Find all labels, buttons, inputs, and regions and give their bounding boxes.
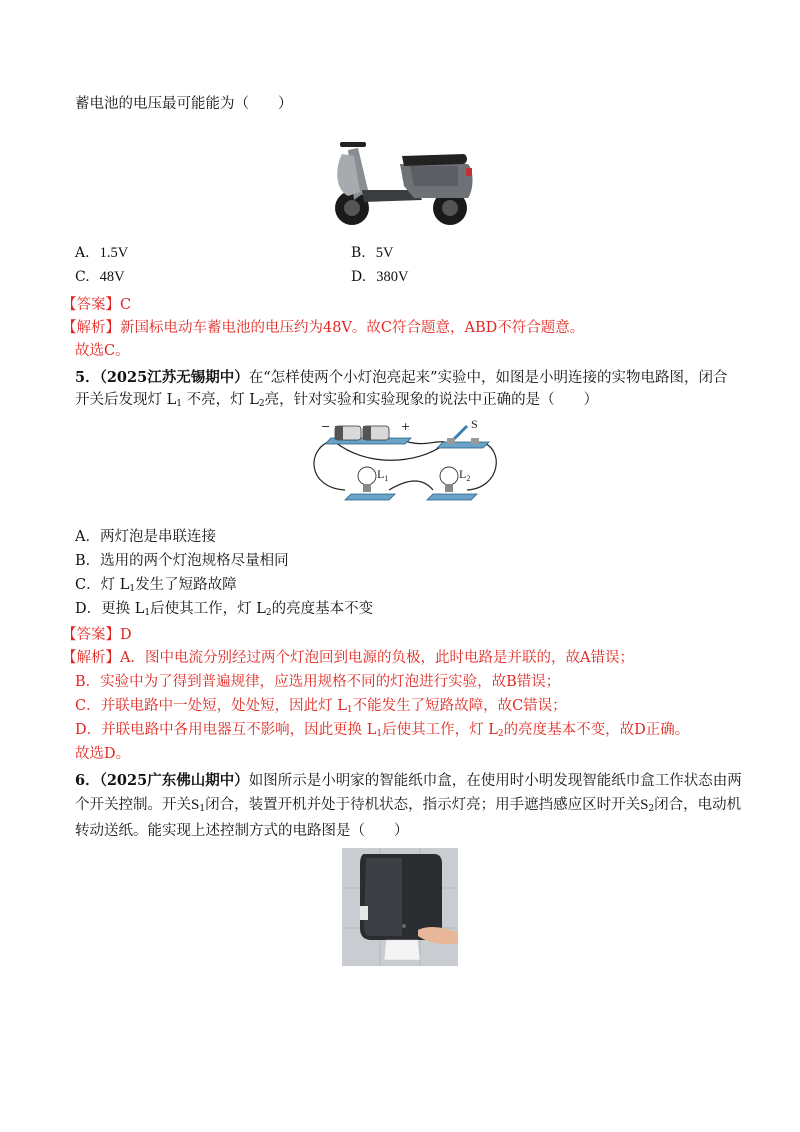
q6-stem-line2: 个开关控制。开关$S_1$闭合，装置开机并处于待机状态，指示灯亮；用手遮挡感应区时开关$S_2$闭合，电动机 (75, 797, 742, 814)
q4-analysis: 【解析】新国标电动车蓄电池的电压约为48V。故C符合题意，ABD不符合题意。 (62, 320, 585, 336)
circuit-diagram (305, 418, 505, 518)
q4-answer: 【答案】C (62, 297, 132, 313)
q5-analysis-a: 【解析】A．图中电流分别经过两个灯泡回到电源的负极，此时电路是并联的，故A错误； (62, 650, 634, 666)
q4-option-d: D. 380V (351, 269, 409, 285)
q5-stem-line1: 5．（2025江苏无锡期中）在“怎样使两个小灯泡亮起来”实验中，如图是小明连接的实物电路图，闭合 (75, 369, 728, 386)
q5-analysis-b: B．实验中为了得到普遍规律，应选用规格不同的灯泡进行实验，故B错误； (75, 674, 561, 690)
tissue-dispenser-image (342, 848, 458, 966)
switch-label: S (471, 418, 478, 431)
q4-option-c: C. 48V (75, 269, 125, 285)
q4-option-b: B. 5V (351, 245, 394, 261)
battery-plus-label: + (401, 420, 411, 433)
q5-analysis-c: C．并联电路中一处短，处处短，因此灯 $L_1$不能发生了短路故障，故C错误； (75, 698, 567, 715)
q5-analysis-d: D．并联电路中各用电器互不影响，因此更换 $L_1$后使其工作，灯 $L_2$的亮度基本不变，故D正确。 (75, 722, 690, 739)
q5-option-d: D．更换 $L_1$后使其工作，灯 $L_2$的亮度基本不变 (75, 601, 374, 618)
q5-option-b: B．选用的两个灯泡规格尽量相同 (75, 553, 289, 569)
q5-option-a: A．两灯泡是串联连接 (75, 529, 216, 545)
q6-stem-line1: 6．（2025广东佛山期中）如图所示是小明家的智能纸巾盒，在使用时小明发现智能纸巾盒工作状态由两 (75, 772, 742, 789)
q4-option-a: A. 1.5V (75, 245, 129, 261)
q4-stem-tail: 蓄电池的电压最可能能为（ ） (75, 96, 293, 112)
q4-conclusion: 故选C。 (75, 343, 130, 359)
q5-option-c: C．灯 $L_1$发生了短路故障 (75, 577, 237, 594)
lamp2-label: $L_2$ (459, 467, 471, 483)
q5-stem-line2: 开关后发现灯 $L_1$ 不亮，灯 $L_2$亮，针对实验和实验现象的说法中正确的是（ ） (75, 392, 599, 409)
q5-answer: 【答案】D (62, 627, 132, 643)
scooter-image (318, 120, 482, 230)
battery-minus-label: − (321, 420, 331, 433)
q6-stem-line3: 转动送纸。能实现上述控制方式的电路图是（ ） (75, 823, 409, 839)
lamp1-label: $L_1$ (377, 467, 389, 483)
q5-conclusion: 故选D。 (75, 746, 131, 762)
